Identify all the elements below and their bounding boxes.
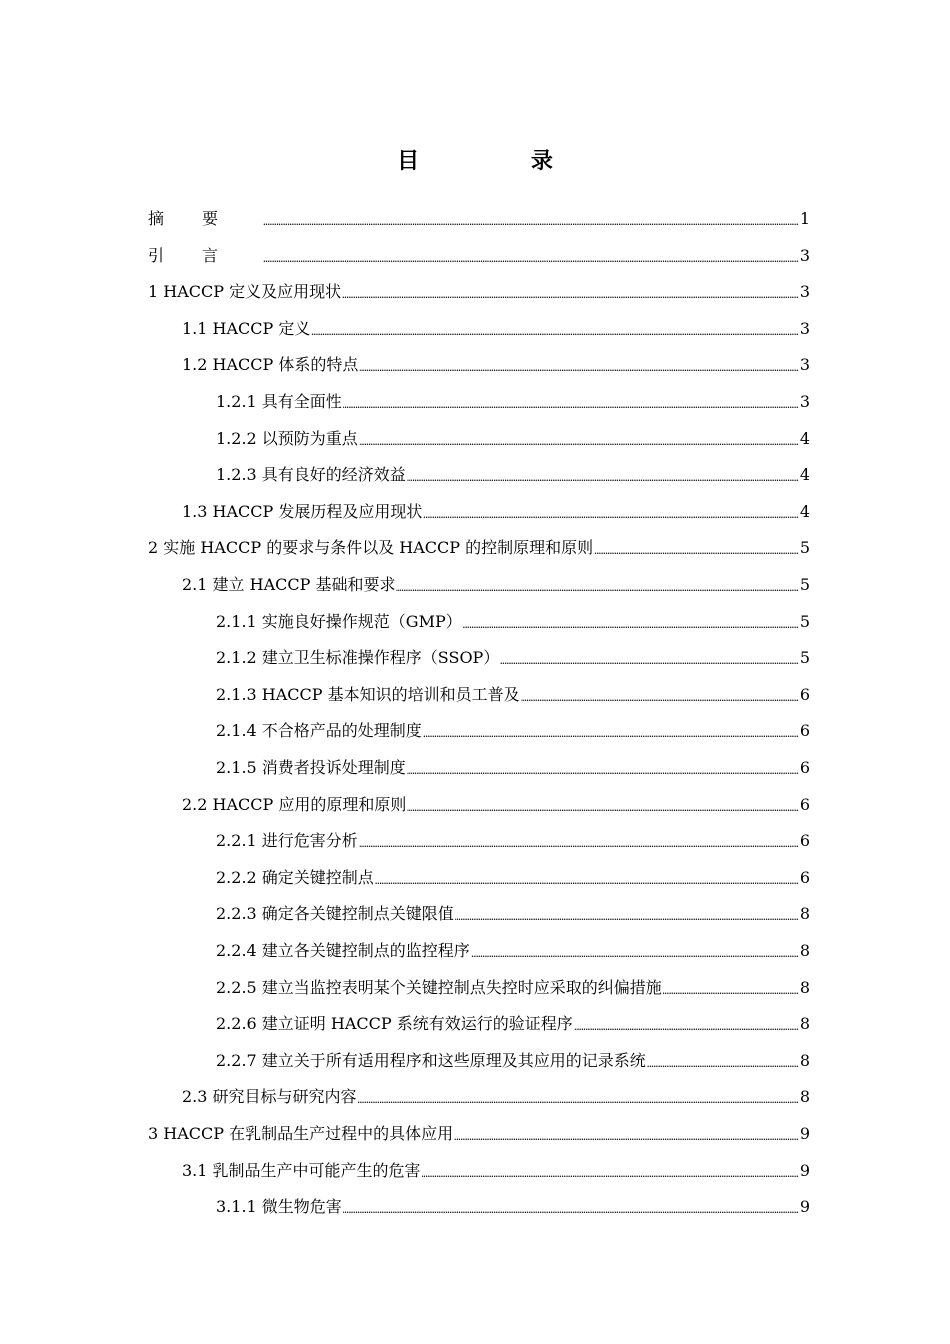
toc-entry-title: 摘要 xyxy=(148,209,257,228)
toc-entry[interactable] xyxy=(216,975,810,1001)
toc-entry-title: 2.2.1 进行危害分析 xyxy=(216,831,358,851)
toc-page-number: 8 xyxy=(799,1014,810,1034)
toc-leader-dots xyxy=(396,572,798,598)
toc-page-number: 8 xyxy=(799,1050,810,1070)
toc-entry[interactable] xyxy=(148,1121,810,1147)
toc-leader-dots xyxy=(423,718,799,744)
toc-leader-dots xyxy=(342,279,799,305)
toc-entry-title: 2.2.6 建立证明 HACCP 系统有效运行的验证程序 xyxy=(216,1014,573,1034)
toc-entry-title: 1 HACCP 定义及应用现状 xyxy=(148,282,342,302)
toc-page-number: 8 xyxy=(799,1087,810,1107)
toc-entry-title: 1.2.3 具有良好的经济效益 xyxy=(216,465,406,485)
toc-entry[interactable] xyxy=(216,645,810,671)
toc-entry[interactable] xyxy=(148,206,810,232)
toc-leader-dots xyxy=(647,1048,799,1074)
toc-leader-dots xyxy=(455,901,799,927)
toc-page-number: 6 xyxy=(799,684,810,704)
toc-entry[interactable] xyxy=(216,718,810,744)
toc-entry-title: 3.1.1 微生物危害 xyxy=(216,1197,342,1217)
toc-entry-title: 2.2.3 确定各关键控制点关键限值 xyxy=(216,904,454,924)
toc-leader-dots xyxy=(500,645,798,671)
toc-page-number: 5 xyxy=(799,648,810,668)
toc-entry-title: 1.2.2 以预防为重点 xyxy=(216,428,358,448)
toc-entry-title: 1.2.1 具有全面性 xyxy=(216,392,342,411)
toc-entry[interactable] xyxy=(148,243,810,269)
toc-page-number: 8 xyxy=(799,941,810,960)
toc-page-number: 8 xyxy=(799,977,810,997)
toc-entry-title: 2.2.2 确定关键控制点 xyxy=(216,867,374,887)
toc-leader-dots xyxy=(422,1158,799,1184)
toc-leader-dots xyxy=(343,389,799,415)
toc-entry[interactable] xyxy=(216,901,810,927)
toc-entry-title: 2.1.5 消费者投诉处理制度 xyxy=(216,758,406,777)
toc-leader-dots xyxy=(574,1011,799,1037)
toc-entry[interactable] xyxy=(216,828,810,854)
toc-entry-title: 2.1.2 建立卫生标准操作程序（SSOP） xyxy=(216,648,500,668)
toc-entry[interactable] xyxy=(216,609,810,635)
toc-page-number: 9 xyxy=(799,1197,810,1217)
toc-leader-dots xyxy=(375,865,799,891)
toc-leader-dots xyxy=(358,1084,799,1110)
toc-leader-dots xyxy=(407,462,799,488)
toc-entry[interactable] xyxy=(216,1048,810,1074)
toc-title: 目 录 xyxy=(397,148,605,174)
toc-entry[interactable] xyxy=(216,682,810,708)
toc-entry[interactable] xyxy=(216,1011,810,1037)
toc-entry-title: 3.1 乳制品生产中可能产生的危害 xyxy=(182,1160,421,1180)
toc-page-number: 4 xyxy=(799,428,810,448)
toc-entry[interactable] xyxy=(182,352,810,378)
toc-leader-dots xyxy=(454,1121,799,1147)
toc-entry-title: 2 实施 HACCP 的要求与条件以及 HACCP 的控制原理和原则 xyxy=(148,538,594,558)
toc-page-number: 3 xyxy=(799,318,810,338)
toc-leader-dots xyxy=(594,535,799,561)
toc-page-number: 6 xyxy=(799,721,810,741)
toc-leader-dots xyxy=(407,755,799,781)
toc-entry[interactable] xyxy=(182,316,810,342)
toc-entry-title: 2.2.5 建立当监控表明某个关键控制点失控时应采取的纠偏措施 xyxy=(216,977,662,997)
toc-entry-title: 2.1.4 不合格产品的处理制度 xyxy=(216,721,422,741)
toc-entry[interactable] xyxy=(216,462,810,488)
toc-entry[interactable] xyxy=(148,535,810,561)
toc-page-number: 6 xyxy=(799,794,810,814)
toc-page-number: 6 xyxy=(799,831,810,851)
toc-page-number: 9 xyxy=(799,1160,810,1180)
toc-page-number: 6 xyxy=(799,758,810,777)
toc-page-number: 3 xyxy=(799,282,810,302)
toc-page-number: 1 xyxy=(799,209,810,228)
toc-entry[interactable] xyxy=(216,389,810,415)
toc-leader-dots xyxy=(359,426,799,452)
toc-entry[interactable] xyxy=(182,1084,810,1110)
toc-entry[interactable] xyxy=(148,279,810,305)
toc-entry[interactable] xyxy=(216,938,810,964)
toc-leader-dots xyxy=(343,1194,799,1220)
toc-leader-dots xyxy=(471,938,799,964)
toc-entry[interactable] xyxy=(182,1158,810,1184)
toc-page-number: 4 xyxy=(799,501,810,521)
toc-page-number: 5 xyxy=(799,575,810,594)
toc-entry-title: 2.3 研究目标与研究内容 xyxy=(182,1087,357,1107)
toc-leader-dots xyxy=(257,206,799,232)
toc-entry-title: 2.2.7 建立关于所有适用程序和这些原理及其应用的记录系统 xyxy=(216,1050,646,1070)
toc-page-number: 6 xyxy=(799,867,810,887)
toc-entry-title: 1.2 HACCP 体系的特点 xyxy=(182,355,359,375)
toc-page-number: 3 xyxy=(799,355,810,375)
toc-entry-title: 2.2 HACCP 应用的原理和原则 xyxy=(182,794,407,814)
toc-entry[interactable] xyxy=(182,572,810,598)
toc-leader-dots xyxy=(407,792,798,818)
toc-entry-title: 2.1.1 实施良好操作规范（GMP） xyxy=(216,611,462,631)
toc-entry-title: 1.1 HACCP 定义 xyxy=(182,318,311,338)
toc-entry[interactable] xyxy=(216,1194,810,1220)
toc-page-number: 5 xyxy=(799,538,810,558)
toc-leader-dots xyxy=(311,316,798,342)
toc-page-number: 4 xyxy=(799,465,810,485)
toc-page-number: 3 xyxy=(799,245,810,265)
toc-leader-dots xyxy=(423,499,798,525)
toc-leader-dots xyxy=(521,682,799,708)
toc-leader-dots xyxy=(359,352,798,378)
toc-entry[interactable] xyxy=(182,499,810,525)
toc-entry[interactable] xyxy=(216,865,810,891)
toc-leader-dots xyxy=(663,975,799,1001)
toc-page-number: 5 xyxy=(799,611,810,631)
toc-entry-title: 引言 xyxy=(148,245,257,265)
toc-page-number: 3 xyxy=(799,392,810,411)
toc-leader-dots xyxy=(359,828,799,854)
toc-leader-dots xyxy=(463,609,799,635)
toc-entry-title: 2.2.4 建立各关键控制点的监控程序 xyxy=(216,941,470,960)
toc-leader-dots xyxy=(257,243,799,269)
toc-entry-title: 2.1.3 HACCP 基本知识的培训和员工普及 xyxy=(216,684,520,704)
toc-entry[interactable] xyxy=(216,426,810,452)
toc-entry-title: 2.1 建立 HACCP 基础和要求 xyxy=(182,575,396,594)
toc-entry[interactable] xyxy=(216,755,810,781)
toc-page-number: 9 xyxy=(799,1124,810,1143)
toc-entry-title: 1.3 HACCP 发展历程及应用现状 xyxy=(182,501,423,521)
toc-page-number: 8 xyxy=(799,904,810,924)
toc-entry-title: 3 HACCP 在乳制品生产过程中的具体应用 xyxy=(148,1124,454,1143)
toc-entry[interactable] xyxy=(182,792,810,818)
